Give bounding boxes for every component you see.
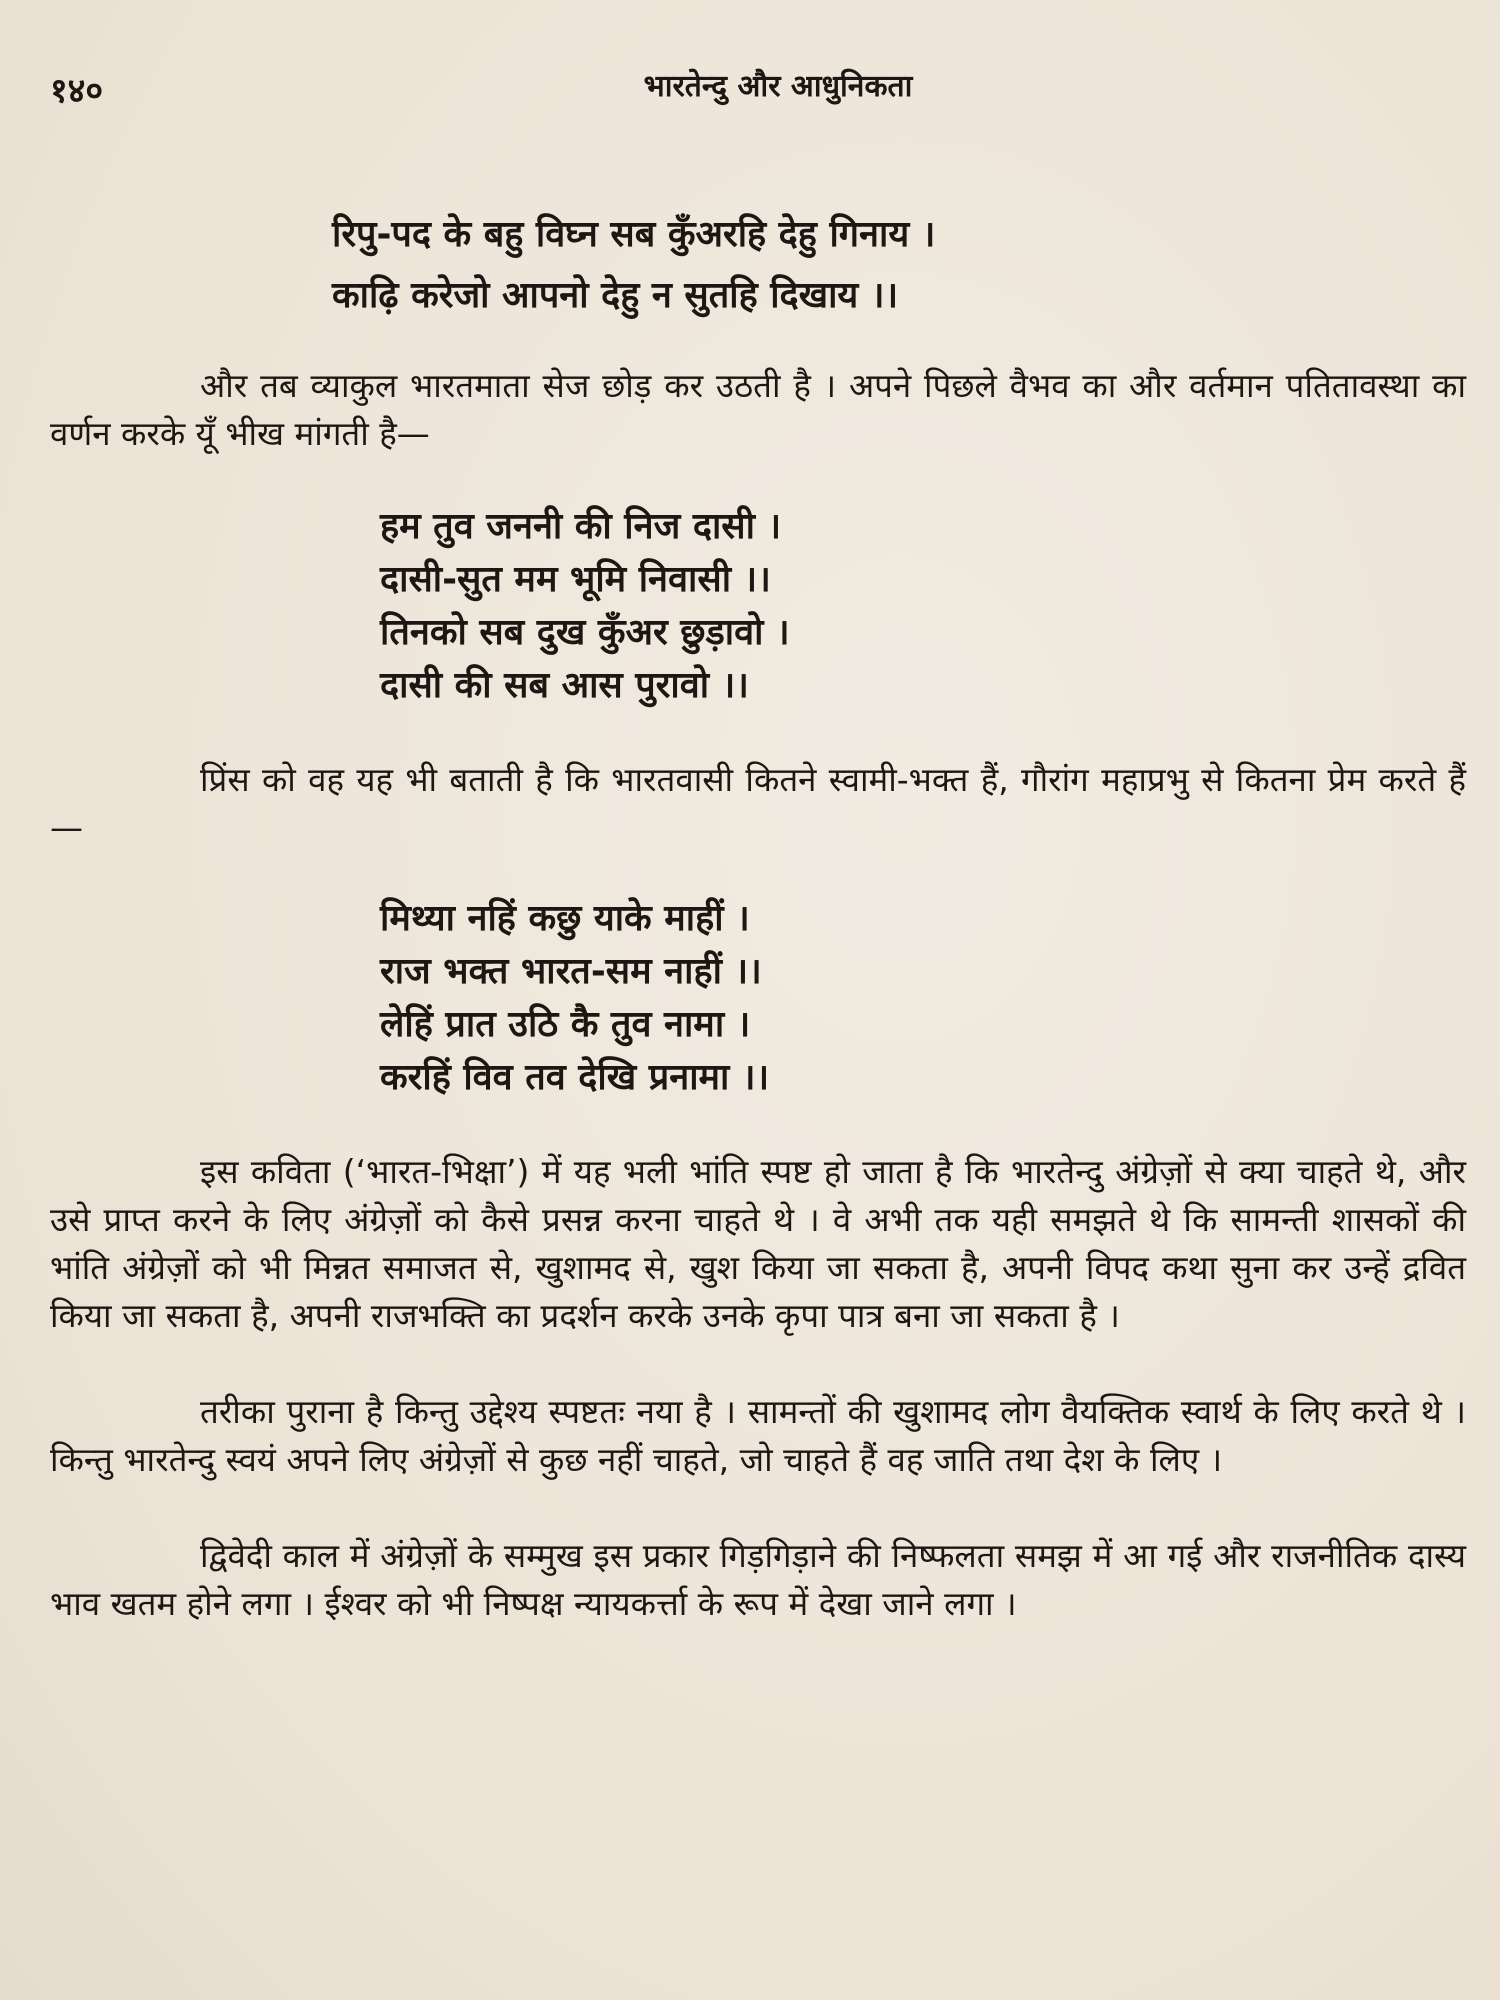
paragraph: इस कविता (‘भारत-भिक्षा’) में यह भली भांति स्पष्ट हो जाता है कि भारतेन्दु अंग्रेज़ों से क्या चाहते थे, और उसे प्राप्त करने के लिए अंग्रेज़ों को कैसे प्रसन्न करना चाहते थे । वे अभी तक यही समझते थे कि सामन्ती शासकों की भांति अंग्रेज़ों को भी मिन्नत समाजत से, खुशामद से, खुश किया जा सकता है, अपनी विपद कथा सुना कर उन्हें द्रवित किया जा सकता है, अपनी राजभक्ति का प्रदर्शन करके उनके कृपा पात्र बना जा सकता है । (50, 1152, 1466, 1335)
verse-line: काढ़ि करेजो आपनो देहु न सुतहि दिखाय ।। (332, 275, 899, 316)
verse-line: मिथ्या नहिं कछु याके माहीं । (380, 898, 750, 939)
verse-line: दासी-सुत मम भूमि निवासी ।। (380, 559, 771, 600)
page-number: १४० (50, 71, 104, 111)
verse-line: रिपु-पद के बहु विघ्न सब कुँअरहि देहु गिनाय । (332, 214, 936, 255)
paragraph: तरीका पुराना है किन्तु उद्देश्य स्पष्टतः नया है । सामन्तों की खुशामद लोग वैयक्तिक स्वार्थ के लिए करते थे । किन्तु भारतेन्दु स्वयं अपने लिए अंग्रेज़ों से कुछ नहीं चाहते, जो चाहते हैं वह जाति तथा देश के लिए । (50, 1392, 1466, 1479)
verse-line: तिनको सब दुख कुँअर छुड़ावो । (380, 612, 790, 653)
verse-block-1 (332, 204, 1466, 326)
page-header (50, 58, 1466, 118)
verse-block-2 (380, 500, 1466, 712)
verse-line: करहिं विव तव देखि प्रनामा ।। (380, 1057, 770, 1098)
paragraph: और तब व्याकुल भारतमाता सेज छोड़ कर उठती है । अपने पिछले वैभव का और वर्तमान पतितावस्था का वर्णन करके यूँ भीख मांगती है— (50, 366, 1466, 453)
verse-line: दासी की सब आस पुरावो ।। (380, 665, 749, 706)
verse-line: राज भक्त भारत-सम नाहीं ।। (380, 951, 762, 992)
verse-block-3 (380, 892, 1466, 1104)
verse-line: लेहिं प्रात उठि कै तुव नामा । (380, 1004, 751, 1045)
paragraph: द्विवेदी काल में अंग्रेज़ों के सम्मुख इस प्रकार गिड़गिड़ाने की निष्फलता समझ में आ गई और राजनीतिक दास्य भाव खतम होने लगा । ईश्वर को भी निष्पक्ष न्यायकर्त्ता के रूप में देखा जाने लगा । (50, 1536, 1466, 1623)
paragraph: प्रिंस को वह यह भी बताती है कि भारतवासी कितने स्वामी-भक्त हैं, गौरांग महाप्रभु से कितना प्रेम करते हैं— (50, 760, 1466, 847)
running-title: भारतेन्दु और आधुनिकता (643, 69, 913, 104)
verse-line: हम तुव जननी की निज दासी । (380, 506, 782, 547)
